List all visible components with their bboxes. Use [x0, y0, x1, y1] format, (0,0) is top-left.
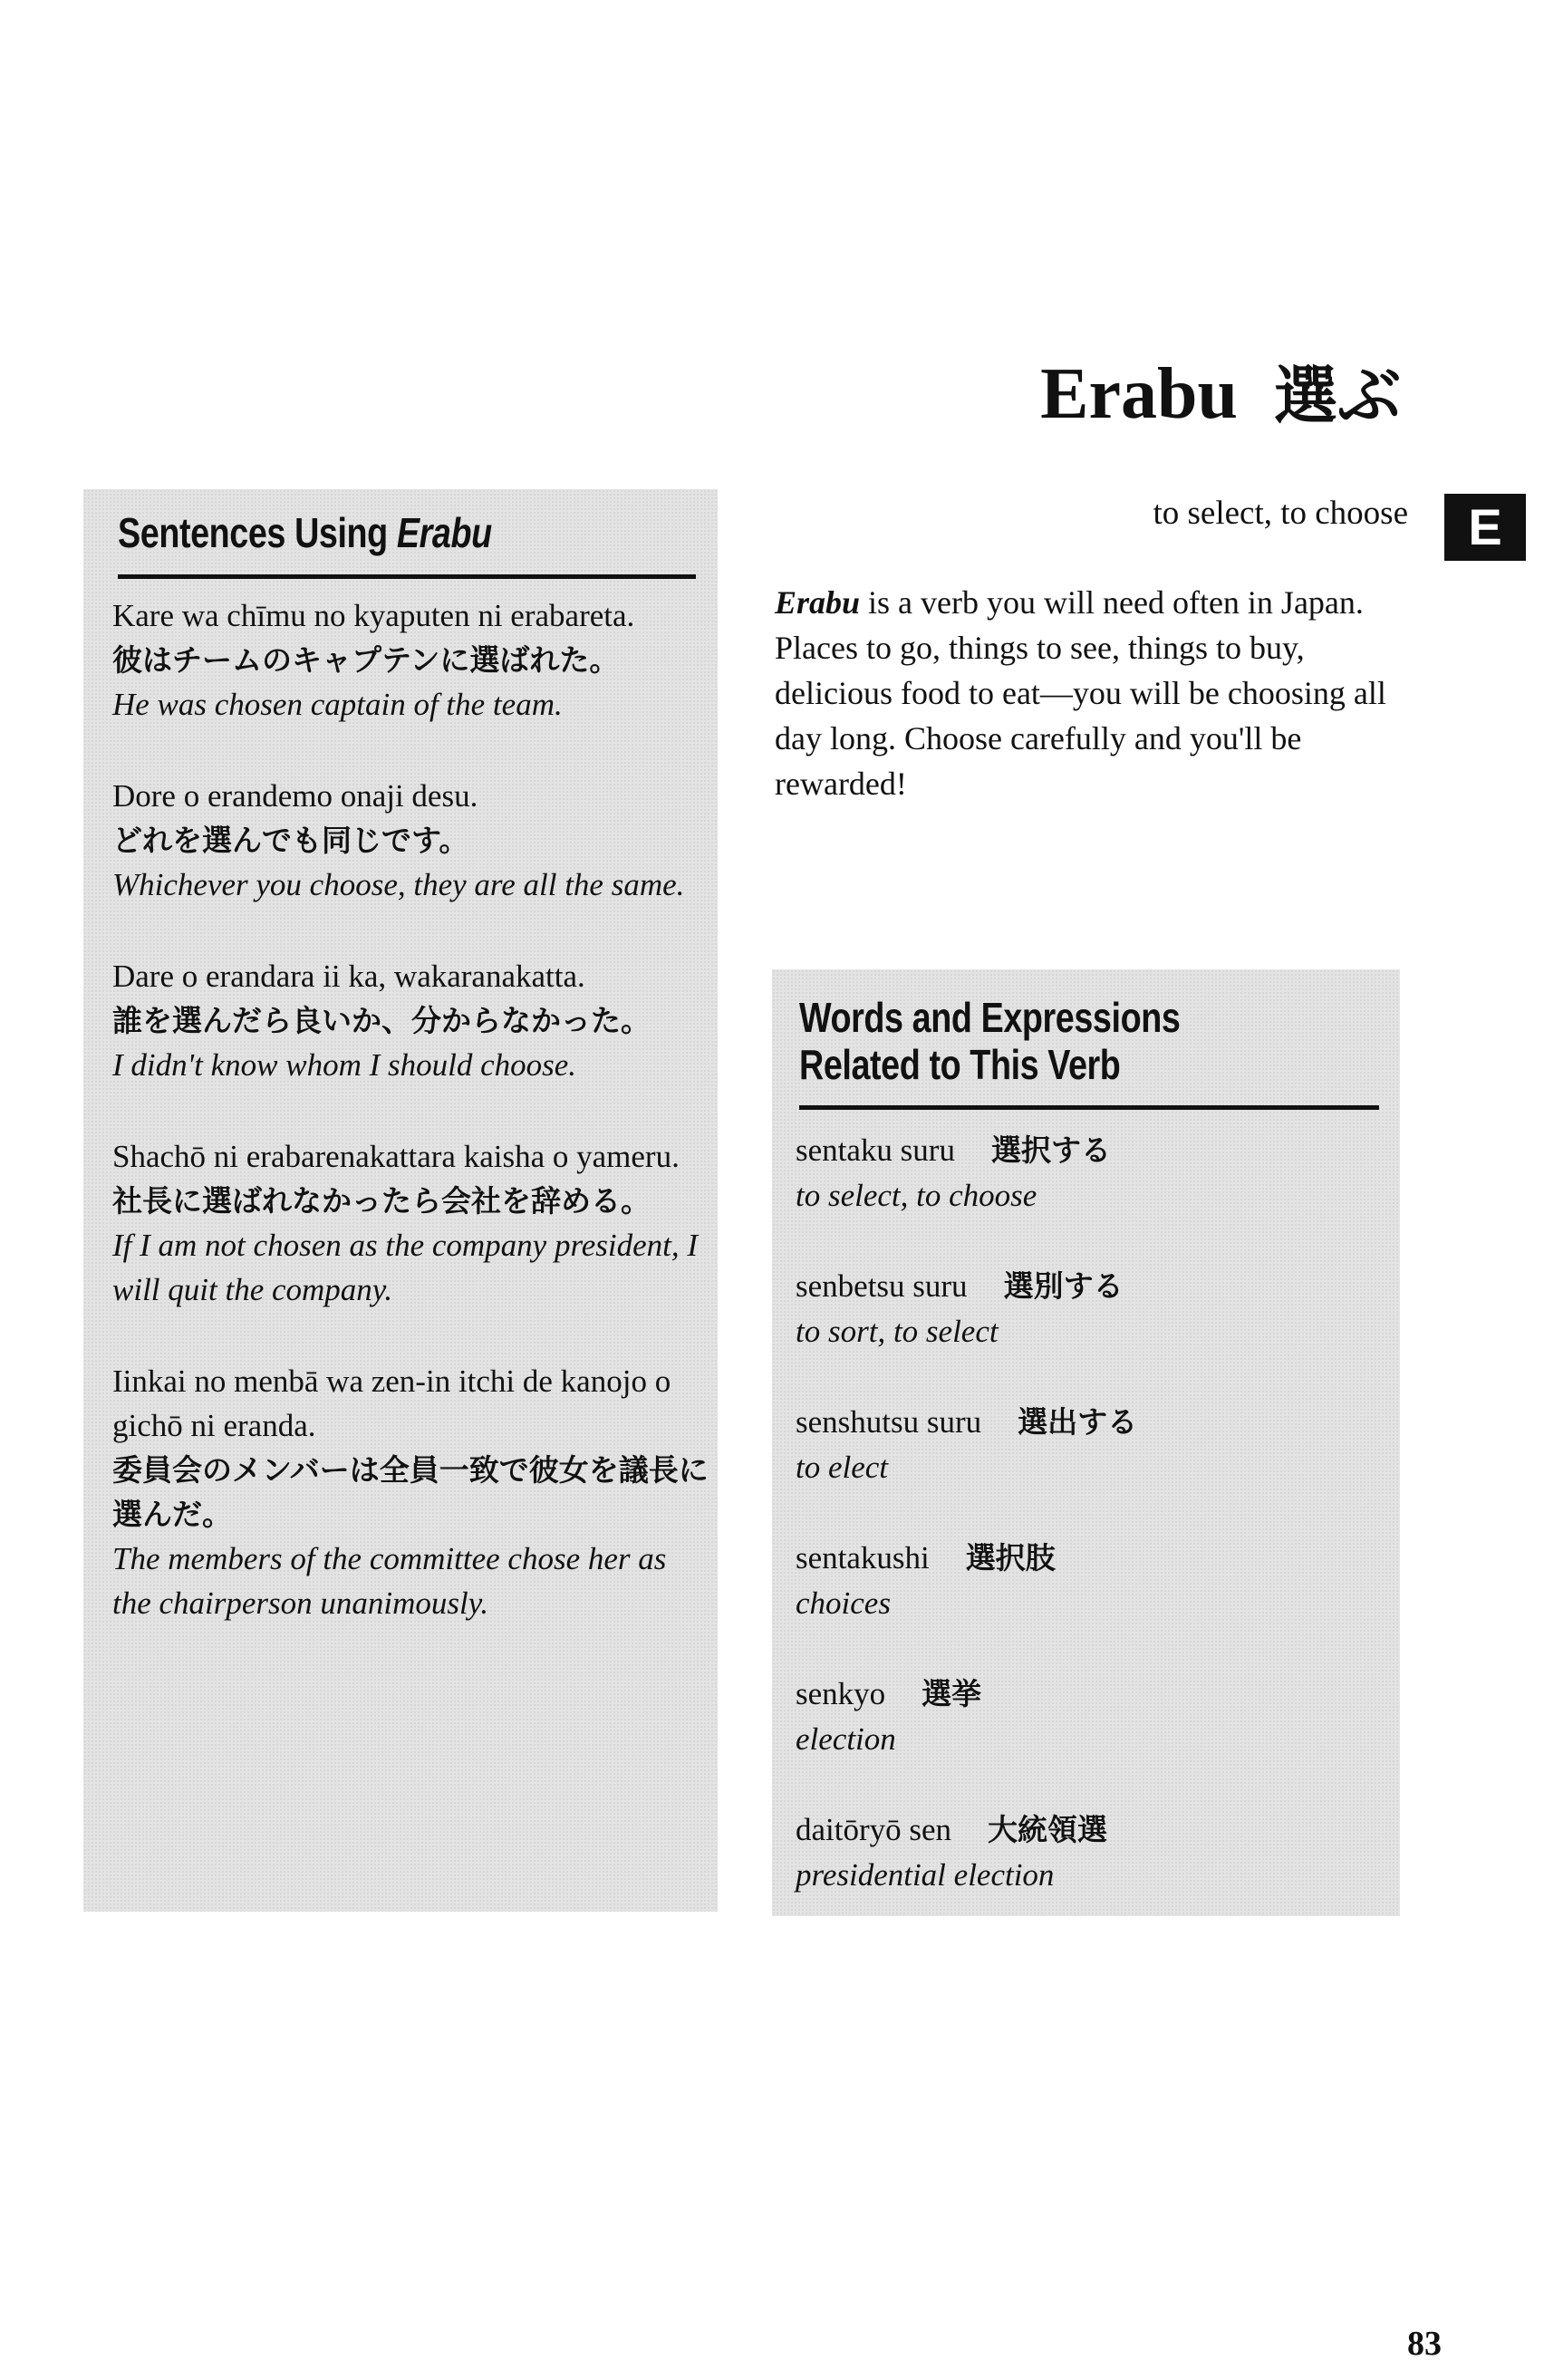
word-japanese: 選挙 [922, 1676, 982, 1711]
word-romaji: daitōryō sen [796, 1812, 952, 1847]
sentence-japanese: 彼はチームのキャプテンに選ばれた。 [112, 642, 620, 678]
sentence-english: If I am not chosen as the company president, I will quit the company. [112, 1228, 699, 1307]
title-romaji: Erabu [1040, 354, 1238, 434]
word-english: choices [796, 1585, 891, 1621]
word-romaji: senshutsu suru [796, 1404, 982, 1440]
word-english: to select, to choose [796, 1178, 1037, 1213]
word-romaji: sentaku suru [796, 1132, 955, 1168]
word-japanese: 大統領選 [988, 1812, 1108, 1847]
words-heading-line1: Words and Expressions [799, 994, 1181, 1041]
page-title [1040, 354, 1401, 434]
sentence-japanese: どれを選んでも同じです。 [112, 823, 469, 858]
sentences-heading [118, 509, 492, 556]
sentence-list [112, 593, 710, 1672]
sentence-romaji: Dore o erandemo onaji desu. [112, 778, 478, 814]
word-japanese: 選別する [1003, 1268, 1124, 1304]
sentence-english: He was chosen captain of the team. [112, 687, 563, 722]
intro-lead-verb: Erabu [775, 584, 861, 621]
word-list [796, 1128, 1375, 1943]
page-number: 83 [1407, 2325, 1442, 2363]
word-english: election [796, 1721, 896, 1757]
sentence-japanese: 誰を選んだら良いか、分からなかった。 [112, 1003, 651, 1038]
word-english: to elect [796, 1450, 889, 1485]
word-english: to sort, to select [796, 1314, 999, 1349]
word-romaji: senkyo [796, 1676, 886, 1711]
sentence-english: I didn't know whom I should choose. [112, 1047, 577, 1083]
sentence-item [112, 1359, 710, 1625]
word-item [796, 1672, 1375, 1762]
word-romaji: senbetsu suru [796, 1268, 968, 1304]
sentence-japanese: 社長に選ばれなかったら会社を辞める。 [112, 1183, 651, 1219]
intro-paragraph [775, 580, 1400, 806]
sentences-heading-prefix: Sentences Using [118, 509, 397, 556]
words-heading-line2: Related to This Verb [799, 1041, 1121, 1088]
sentence-item [112, 954, 710, 1087]
words-heading [799, 994, 1319, 1088]
word-item [796, 1536, 1375, 1626]
intro-text: is a verb you will need often in Japan. Places to go, things to see, things to buy, delicious food to eat—you will be choosing all day long. Choose carefully and you'll be rewarded! [775, 584, 1386, 802]
letter-tab: E [1444, 494, 1526, 561]
word-item [796, 1400, 1375, 1490]
word-english: presidential election [796, 1857, 1055, 1893]
sentence-item [112, 774, 710, 907]
sentences-heading-verb: Erabu [396, 509, 492, 556]
word-japanese: 選択する [990, 1132, 1111, 1168]
sentence-japanese: 委員会のメンバーは全員一致で彼女を議長に選んだ。 [112, 1452, 709, 1532]
word-japanese: 選出する [1018, 1404, 1138, 1440]
word-romaji: sentakushi [796, 1540, 930, 1575]
sentence-romaji: Kare wa chīmu no kyaputen ni erabareta. [112, 598, 635, 633]
sentence-english: The members of the committee chose her as the chairperson unanimously. [112, 1541, 667, 1621]
words-panel [772, 969, 1400, 1916]
word-japanese: 選択肢 [965, 1540, 1056, 1575]
sentence-item [112, 593, 710, 727]
word-item [796, 1264, 1375, 1354]
words-divider [799, 1105, 1379, 1110]
page-subtitle: to select, to choose [1153, 495, 1408, 532]
word-item [796, 1807, 1375, 1898]
sentence-romaji: Dare o erandara ii ka, wakaranakatta. [112, 959, 585, 994]
sentence-english: Whichever you choose, they are all the same. [112, 867, 685, 902]
sentence-romaji: Shachō ni erabarenakattara kaisha o yameru. [112, 1139, 680, 1174]
word-item [796, 1128, 1375, 1219]
sentences-panel [83, 489, 718, 1912]
sentence-item [112, 1134, 710, 1312]
sentences-divider [118, 574, 696, 579]
title-kanji: 選ぶ [1274, 359, 1401, 433]
sentence-romaji: Iinkai no menbā wa zen-in itchi de kanojo o gichō ni eranda. [112, 1363, 671, 1443]
